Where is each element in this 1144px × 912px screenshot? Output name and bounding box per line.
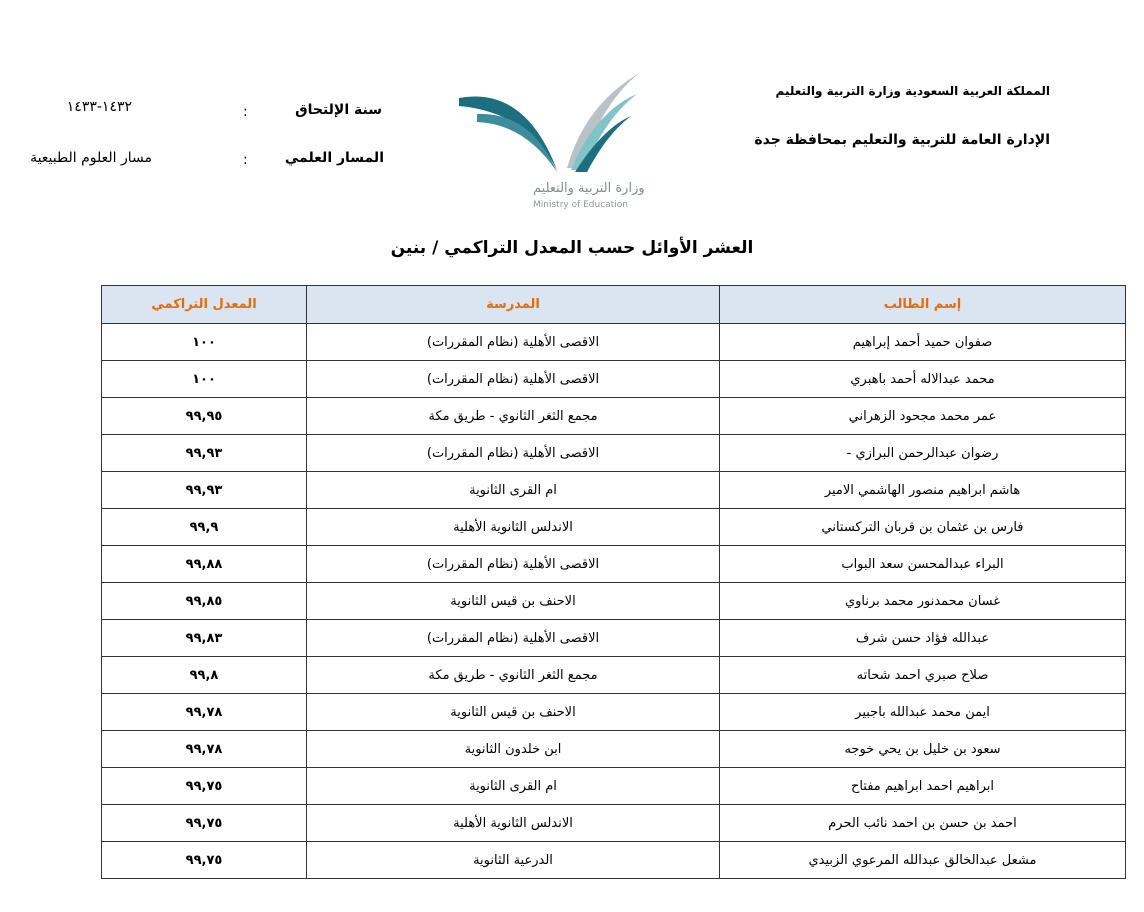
enrollment-year-colon: : <box>243 104 248 120</box>
average-cell: ٩٩,٧٥ <box>102 768 307 805</box>
school-cell: الاقصى الأهلية (نظام المقررات) <box>307 361 720 398</box>
average-cell: ٩٩,٧٥ <box>102 805 307 842</box>
page-title: العشر الأوائل حسب المعدل التراكمي / بنين <box>390 238 754 258</box>
track-value: مسار العلوم الطبيعية <box>30 150 152 166</box>
track-label: المسار العلمي <box>284 150 384 166</box>
student-name-cell: غسان محمدنور محمد برناوي <box>720 583 1126 620</box>
table-row <box>102 546 1126 583</box>
table-row <box>102 731 1126 768</box>
school-cell: الاحنف بن قيس الثانوية <box>307 583 720 620</box>
school-cell: ابن خلدون الثانوية <box>307 731 720 768</box>
average-cell: ٩٩,٨ <box>102 657 307 694</box>
top-students-table <box>101 285 1126 879</box>
header-student-name: إسم الطالب <box>720 286 1126 324</box>
school-cell: الاقصى الأهلية (نظام المقررات) <box>307 620 720 657</box>
student-name-cell: هاشم ابراهيم منصور الهاشمي الامير <box>720 472 1126 509</box>
enrollment-year-value: ١٤٣٢-١٤٣٣ <box>66 99 132 115</box>
school-cell: مجمع الثغر الثانوي - طريق مكة <box>307 657 720 694</box>
average-cell: ٩٩,٩٣ <box>102 472 307 509</box>
table-row <box>102 694 1126 731</box>
enrollment-year-label: سنة الإلتحاق <box>295 102 382 118</box>
table-row <box>102 805 1126 842</box>
student-name-cell: ايمن محمد عبدالله باجبير <box>720 694 1126 731</box>
table-row <box>102 361 1126 398</box>
average-cell: ٩٩,٧٥ <box>102 842 307 879</box>
average-cell: ٩٩,٨٨ <box>102 546 307 583</box>
school-cell: ام القرى الثانوية <box>307 768 720 805</box>
student-name-cell: احمد بن حسن بن احمد نائب الحرم <box>720 805 1126 842</box>
table-header-row <box>102 286 1126 324</box>
table-row <box>102 842 1126 879</box>
table-row <box>102 620 1126 657</box>
average-cell: ٩٩,٩٥ <box>102 398 307 435</box>
table-row <box>102 768 1126 805</box>
logo-english-text: Ministry of Education <box>533 200 628 210</box>
school-cell: الاقصى الأهلية (نظام المقررات) <box>307 435 720 472</box>
average-cell: ٩٩,٧٨ <box>102 731 307 768</box>
student-name-cell: البراء عبدالمحسن سعد البواب <box>720 546 1126 583</box>
student-name-cell: سعود بن خليل بن يحي خوجه <box>720 731 1126 768</box>
school-cell: الدرعية الثانوية <box>307 842 720 879</box>
school-cell: الاندلس الثانوية الأهلية <box>307 805 720 842</box>
school-cell: الاحنف بن قيس الثانوية <box>307 694 720 731</box>
average-cell: ٩٩,٩ <box>102 509 307 546</box>
average-cell: ٩٩,٧٨ <box>102 694 307 731</box>
table-row <box>102 435 1126 472</box>
directorate-line: الإدارة العامة للتربية والتعليم بمحافظة جدة <box>754 132 1050 148</box>
header-cumulative-average: المعدل التراكمي <box>102 286 307 324</box>
student-name-cell: ابراهيم احمد ابراهيم مفتاح <box>720 768 1126 805</box>
school-cell: مجمع الثغر الثانوي - طريق مكة <box>307 398 720 435</box>
table-body <box>102 324 1126 879</box>
average-cell: ٩٩,٨٥ <box>102 583 307 620</box>
open-book-icon <box>455 68 645 180</box>
average-cell: ٩٩,٩٣ <box>102 435 307 472</box>
average-cell: ٩٩,٨٣ <box>102 620 307 657</box>
table-row <box>102 472 1126 509</box>
student-name-cell: فارس بن عثمان بن قربان التركستاني <box>720 509 1126 546</box>
student-name-cell: مشعل عبدالخالق عبدالله المرعوي الزبيدي <box>720 842 1126 879</box>
table-row <box>102 398 1126 435</box>
student-name-cell: رضوان عبدالرحمن البرازي - <box>720 435 1126 472</box>
table-row <box>102 509 1126 546</box>
ministry-logo <box>455 68 645 218</box>
table-row <box>102 657 1126 694</box>
student-name-cell: صلاح صبري احمد شحاته <box>720 657 1126 694</box>
student-name-cell: عمر محمد مجحود الزهراني <box>720 398 1126 435</box>
table-row <box>102 324 1126 361</box>
student-name-cell: صفوان حميد أحمد إبراهيم <box>720 324 1126 361</box>
student-name-cell: عبدالله فؤاد حسن شرف <box>720 620 1126 657</box>
track-colon: : <box>243 152 248 168</box>
average-cell: ١٠٠ <box>102 324 307 361</box>
student-name-cell: محمد عبدالاله أحمد باهبري <box>720 361 1126 398</box>
school-cell: الاقصى الأهلية (نظام المقررات) <box>307 546 720 583</box>
table-row <box>102 583 1126 620</box>
school-cell: الاندلس الثانوية الأهلية <box>307 509 720 546</box>
school-cell: ام القرى الثانوية <box>307 472 720 509</box>
average-cell: ١٠٠ <box>102 361 307 398</box>
kingdom-ministry-line: المملكة العربية السعودية وزارة التربية والتعليم <box>775 84 1050 98</box>
header-school: المدرسة <box>307 286 720 324</box>
school-cell: الاقصى الأهلية (نظام المقررات) <box>307 324 720 361</box>
logo-arabic-text: وزارة التربية والتعليم <box>533 181 645 196</box>
